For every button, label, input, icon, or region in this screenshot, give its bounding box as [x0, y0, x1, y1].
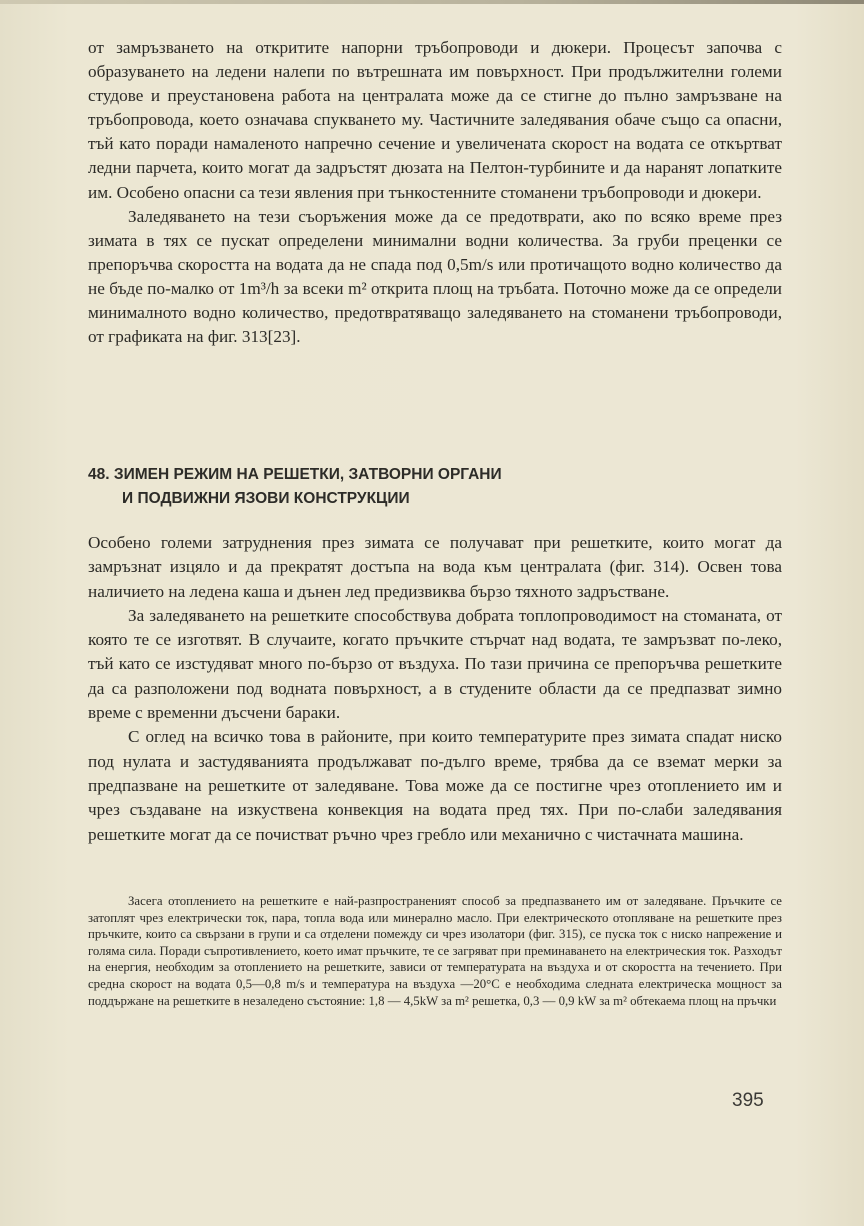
paragraph-heating: Засега отоплението на решетките е най-разпространеният способ за предпазването им от заледяване. Пръчките се затоплят чрез електрически ток, пара, топла вода или минерално масло. При електрическото отопляване на решетките през пръчките, които са свързани в групи и са отделени помежду си чрез изолатори (фиг. 315), се пуска ток с ниско напрежение и голяма сила. Поради съпротивлението, което имат пръчките, те се загряват при преминаването на електрическия ток. Разходът на енергия, необходим за отоплението на решетките, зависи от температурата на въздуха и от скоростта на течението. При средна скорост на водата 0,5—0,8 m/s и температура на въздуха —20°С е необходима следната електрическа мощност за поддържане на решетките в незаледено състояние: 1,8 — 4,5kW за m² решетка, 0,3 — 0,9 kW за m² обтекаема площ на пръчки: [88, 894, 782, 1008]
paragraph-difficulties: Особено големи затруднения през зимата се получават при решетките, които могат да замръзнат изцяло и да прекратят достъпа на вода към централата (фиг. 314). Освен това наличието на ледена каша и дънен лед предизвиква бързо тяхното задръстване.: [88, 533, 782, 601]
paragraph-continuation: от замръзването на откритите напорни тръбопроводи и дюкери. Процесът започва с образуването на ледени налепи по вътрешната им повърхност. При продължителни големи студове и преустановена работа на централата може да се стигне до пълно замръзване на тръбопровода, което означава спукването му. Частичните заледявания обаче също са опасни, тъй като поради намаленото напречно сечение и увеличената скорост на водата се откъртват ледни парчета, които могат да задръстят дюзата на Пелтон-турбините и да наранят лопатките им. Особено опасни са тези явления при тънкостенните стоманени тръбопроводи и дюкери.: [88, 38, 782, 202]
small-print-paragraph: [88, 893, 782, 1009]
paragraph-measures: С оглед на всичко това в районите, при които температурите през зимата спадат ниско под нулата и застудяванията продължават по-дълго време, трябва да се вземат мерки за предпазване на решетките от заледяване. Това може да се постигне чрез отоплението им и чрез създаване на изкуствена конвекция на водата пред тях. При по-слаби заледявания решетките могат да се почистват ръчно чрез гребло или механично с чистачната машина.: [88, 727, 782, 844]
section-heading: [88, 463, 782, 511]
section-heading-line-2: И ПОДВИЖНИ ЯЗОВИ КОНСТРУКЦИИ: [122, 490, 410, 507]
section-heading-line-1: 48. ЗИМЕН РЕЖИМ НА РЕШЕТКИ, ЗАТВОРНИ ОРГАНИ: [88, 466, 502, 483]
paragraph-conductivity: За заледяването на решетките способствува добрата топлопроводимост на стоманата, от която те се изготвят. В случаите, когато пръчките стърчат над водата, те замръзват по-леко, тъй като се изстудяват много по-бързо от въздуха. По тази причина се препоръчва решетките да са разположени под водната повърхност, а в студените области да се предпазват зимно време с временни дъсчени бараки.: [88, 605, 782, 723]
text-block-section-48: [88, 531, 782, 847]
page-number: 395: [732, 1090, 764, 1111]
text-block-top: [88, 36, 782, 349]
paragraph-prevention: Заледяването на тези съоръжения може да се предотврати, ако по всяко време през зимата в тях се пускат определени минимални водни количества. За груби преценки се препоръчва скоростта на водата да не спада под 0,5m/s или протичащото водно количество да не бъде по-малко от 1m³/h за всеки m² открита площ на тръбата. Поточно може да се определи минималното водно количество, предотвратяващо заледяването на стоманени тръбопроводи, от графиката на фиг. 313[23].: [88, 206, 782, 347]
page-top-edge: [0, 0, 864, 4]
